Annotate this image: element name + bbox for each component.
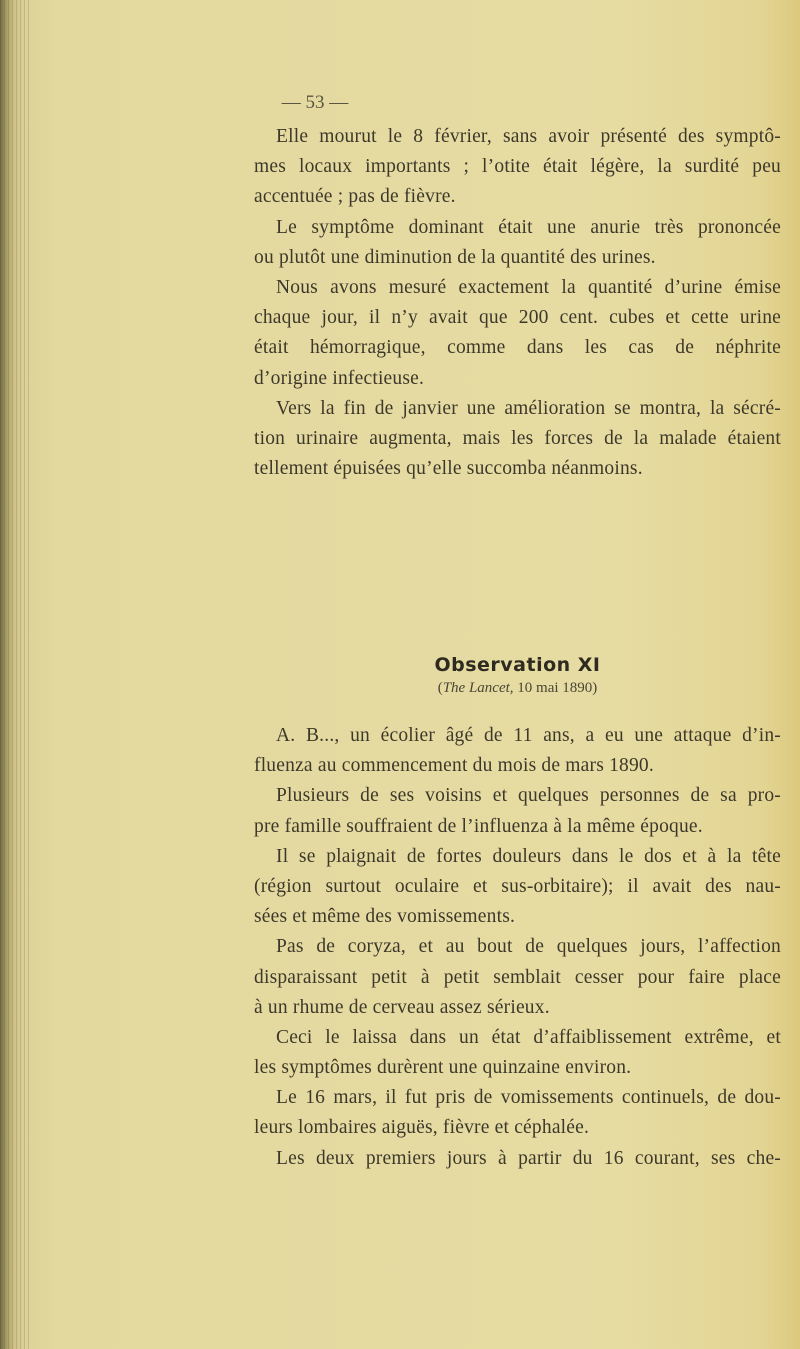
text-line: à un rhume de cerveau assez sérieux.	[254, 996, 550, 1018]
text-line: était hémorragique, comme dans les cas de néphrite	[254, 337, 781, 359]
page-number: — 53 —	[281, 92, 349, 113]
text-line: Plusieurs de ses voisins et quelques personnes de sa pro-	[276, 785, 781, 807]
text-line: Nous avons mesuré exactement la quantité d’urine émise	[276, 276, 781, 298]
text-line: mes locaux importants ; l’otite était légère, la surdité peu	[254, 156, 781, 178]
paragraphs-part-2	[254, 721, 781, 1174]
section-title: Observation XI	[434, 654, 601, 676]
text-line: Pas de coryza, et au bout de quelques jours, l’affection	[276, 936, 781, 958]
text-line: sées et même des vomissements.	[254, 906, 516, 928]
source-date: , 10 mai 1890)	[509, 680, 598, 696]
text-line: les symptômes durèrent une quinzaine environ.	[254, 1057, 632, 1079]
text-line: d’origine infectieuse.	[254, 367, 425, 389]
text-line: A. B..., un écolier âgé de 11 ans, a eu une attaque d’in-	[276, 725, 781, 746]
text-line: tion urinaire augmenta, mais les forces de la malade étaient	[254, 427, 781, 449]
text-line: disparaissant petit à petit semblait cesser pour faire place	[254, 966, 781, 988]
paragraphs-part-1	[254, 122, 781, 484]
text-line: ou plutôt une diminution de la quantité des urines.	[254, 246, 656, 268]
text-line: Elle mourut le 8 février, sans avoir présenté des symptô-	[276, 126, 781, 147]
text-line: fluenza au commencement du mois de mars 1890.	[254, 755, 654, 777]
text-line: leurs lombaires aiguës, fièvre et céphalée.	[254, 1117, 590, 1139]
text-line: Il se plaignait de fortes douleurs dans le dos et à la tête	[276, 845, 781, 867]
text-line: tellement épuisées qu’elle succomba néanmoins.	[254, 458, 643, 480]
text-line: pre famille souffraient de l’influenza à la même époque.	[254, 815, 703, 837]
text-line: Les deux premiers jours à partir du 16 courant, ses che-	[276, 1147, 781, 1169]
source-journal: The Lancet	[442, 680, 510, 696]
text-line: chaque jour, il n’y avait que 200 cent. cubes et cette urine	[254, 307, 781, 329]
text-line: Le symptôme dominant était une anurie très prononcée	[276, 216, 781, 238]
text-line: Le 16 mars, il fut pris de vomissements continuels, de dou-	[276, 1087, 781, 1109]
section-source	[254, 680, 781, 697]
text-line: Vers la fin de janvier une amélioration se montra, la sécré-	[276, 397, 781, 419]
text-line: (région surtout oculaire et sus-orbitaire); il avait des nau-	[254, 875, 781, 897]
book-page-edge	[0, 0, 30, 1349]
text-line: Ceci le laissa dans un état d’affaiblissement extrême, et	[276, 1026, 781, 1048]
source-open: (	[437, 680, 443, 696]
text-line: accentuée ; pas de fièvre.	[254, 186, 456, 208]
